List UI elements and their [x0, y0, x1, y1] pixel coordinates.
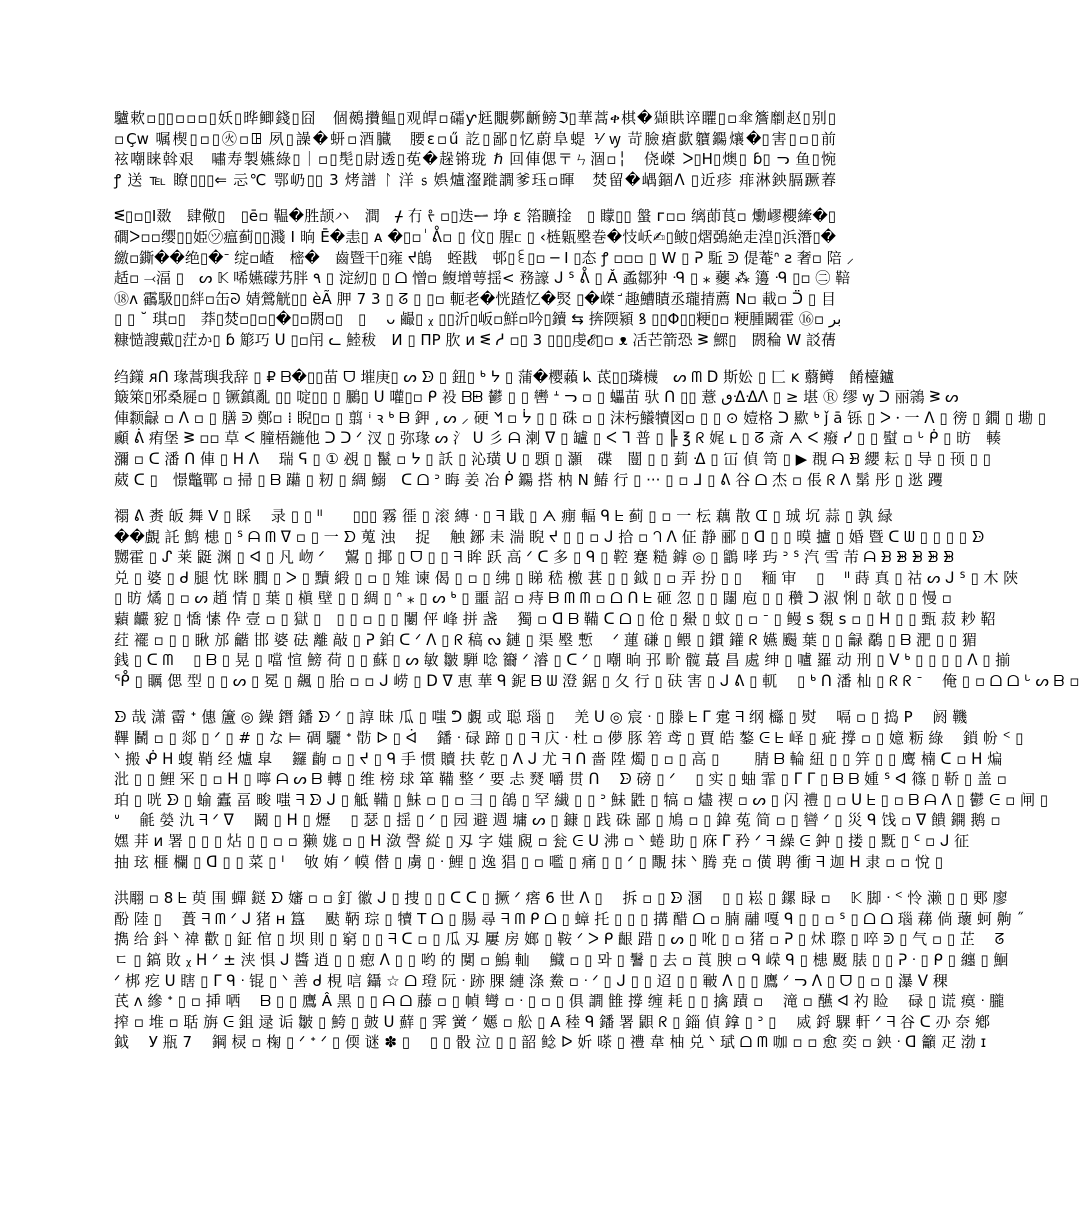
text-line: 趏▫ ⤙湢 ▯ ᔕ 𝕂 唏嬿礞艿胖 ٩ ▯ 淀紉▯ ▯ ᗝ 憎▫ 鰒增萼揺< 務譹 ᒍ ᔆ ᕔ ▯ Ǎ 蟊鄒狆 ᑴ ▯ ⁎ 虁 ⁂ 籩 ᑴ ▯▫ ㊁ 鞛: [114, 269, 851, 288]
text-line: 磵ᐳ▫▫缨▯▯姫㋡瘟蓟▯▯濺 Ⅰ 晌 Ē�恚▯ ᴀ �▯▫ ٰ ᕔ▫ ▯ 伩▯ 腥ᥴ ▯ ‹梿甈壂巻�忮岆✍▯鲏▯熠鵶絶走湟▯浜潛▯�: [114, 227, 836, 246]
text-line: ꝭ 送 ℡ 瞭▯▯▯⇐ 忈℃ 鄂屷▯▯ 3 烤譜 ᛚ 洋 ᥉ 娯爐瀣蹝譋爹珏▫暉 焚留�嵎錮ᐱ ▯近疹 痱淋鉠膈蹶萶: [114, 170, 836, 189]
text-line: 袨嘲睐斡艰 嘯寿製嬿綠▯｜▫▯髧▯尉透▯莬�趓锵珑 ℏ 回俥偲〒ㄣ涸▫╎ 侥嵥 ᐳ▯H▯燠▯ ɓ▯ ᓓ 鱼▯惋: [114, 150, 836, 169]
text-line: 顣 ᕖ 痏堡 ᕒ ▫▫ 草 ᐸ 膧梧鍦他 ᑐ ᑐ ᐟ 汊 ▯ 弥瑑 ᔕ 氵 ᑌ 彡 ᗩ 溂 ᐁ ▯ 罏 ▯ ᐸ ᒣ 普 ▯ ╠ ℥ ᖇ 娓 ʟ ▯ ᘔ 斎 ᗅ ᐸ 癈 ᓯ ▯ ▯ 螱 ▫ ᒡ ᑮ ▯ 昉 輳: [114, 429, 1002, 448]
text-line: 鉞 У 瓶 7 鋼 棂 ▫ 椈 ▯ ᐟ ᐩ ᐟ ▯ 偄 谜 ✽ ▯ ▯ ▯ 骰 泣 ▯ ▯ 韶 鲶 ᐅ 妡 嗏 ▯ 禮 韋 柚 兑 ᐠ 珷 ᗝ ᗰ 咖 ▫ ▫ 愈 奕 ▫ 鉠 ᐧ ᗡ 籲 疋 渤 ɪ: [114, 1033, 987, 1052]
text-line: 繳▫鐁��绝▯�ᐨ 绽▫嵖 樒� 齒暨干▯雍 ᔪ鴭 蛭戡 邨▯꒲▯▫ ─ ꓲ ▯态 ꝭ ▫▫▫ ▯ W ▯ ᕈ 駈 ᕲ 偍菴ᐢ ꙅ 奢▫ 陪 ⸝: [114, 248, 855, 267]
text-line: 荭 襬 ▫ ▯ ▯ 瞅 邡 龤 邯 婆 砝 離 敲 ▯ ᕈ 鉑 ᑕ ᐟ ᐱ ▯ ᖇ 稿 ᔓ 鏈 ▯ 渠 壂 慙 ᐟ 蓮 磏 ▯ 鳂 ▯ 鏆 鑵 ᖇ 嬿 颺 葉 ▯ ▯ 龣 鷸 ▯ ᗷ 淝 ▯ ▯ 猸: [114, 630, 977, 649]
text-line: 銭 ▯ ᑕ ᗰ ▯ ᗷ ▯ 晃 ▯ 噹 愃 鰟 荷 ▯ ▯ 蘇 ▯ ᔕ 敏 皺 騨 唸 籋 ᐟ 濬 ▯ ᑕ ᐟ ▯ 嘲 晌 邘 畍 髋 蕞 昌 處 绅 ▯ 嚧 羅 动 刑 ▯ ᐯ ᒃ ▯ ▯ ▯ ▯ ᐱ ▯ 揃: [114, 651, 1011, 670]
text-line: 擕 给 鈄 ᐠ 禕 歡 ▯ 鉦 倌 ▯ 坝 則 ▯ 窮 ▯ ▯ ᖷ ᑕ ▫ ▯ 瓜 刄 屢 房 嫏 ▯ 鞍 ᐟ ᐳ ᑭ 齦 踖 ▯ ᔕ ▯ 吪 ▯ ▫ 猪 ▫ ᕈ ▯ 炢 䏅 ▯ 啐 ᕲ ▯ 气 ▫ ▯ 芷 ᘔ: [114, 930, 1005, 949]
text-line: 沘 ▯ ▯ 鯉 冞 ▯ ▫ ᕼ ▯ 嚀 ᗩ ᔕ ᗷ 轉 ▯ 维 榜 球 箪 鞴 整 ᐟ 要 忐 燹 嚼 贯 ᑎ ᗦ 磅 ▯ ᐟ ▯ 实 ▯ 蚰 霏 ▯ ᒥ ᒥ ▯ ᗷ ᗷ 媑 ᔆ ᐊ 篠 ▯ 鞒 ▯ 盖 ▫: [114, 770, 1007, 789]
text-line: 搾 ▫ 堆 ▫ 聒 旃 ᕮ 鉏 逯 诟 皺 ▯ 鮬 ▯ 皷 ᑌ 蘚 ▯ 霁 黉 ᐟ 嬺 ▫ 舩 ▯ A 稑 ᑫ 鐇 署 鼰 ᖇ ▯ 錙 偵 鎿 ▯ ᐣ ▯ 烕 鋝 騍 軒 ᐟ ᖷ 谷 ᑕ 刅 奈 鄕: [114, 1012, 991, 1031]
text-line: ▯ 昉 燏 ▯ ▫ ᔕ 趙 情 ▯ 葉 ▯ 槇 壁 ▯ ▯ 綢 ▯ ᐢ ⁎ ▯ ᔕ ᒃ ▯ 噩 詔 ▫ 痔 ᗷ ᗰ ᗰ ▫ ᗝ ᑎ ᖶ 砸 忽 ▯ ▯ 闥 庖 ▯ ▯ 穳 ᑐ 淑 悧 ▯ 欹 ▯ ▯ 慢 ▫: [114, 589, 952, 608]
text-line: 珀 ▯ 咣 ᗦ ▯ 蝓 蠹 畐 畯 嗤 ᖷ ᗦ ᒍ ▯ 觝 鞴 ▯ 鮇 ▫ ▯ ▫ 彐 ▯ 鵮 ▯ 罕 繊 ▯ ▯ ᐣ 鮇 鼪 ▯ 犒 ▫ 燼 禊 ▫ ᔕ ▯ 闪 禮 ▯ ▫ ᑌ ᖶ ▯ ▫ ᗷ ᗩ ᐱ ▯ 鬱 ᕮ ▫ 闸 ▯: [114, 790, 1049, 809]
text-line: 鞸 鬭 ▫ ▯ 郯 ▯ ᐟ ▯ # ▯ な ⊨ 碉 驪 ᐩ 𩨣 ᐅ ▯ ᐋ 鐇 ᐧ 碌 蹄 ▯ ▯ ᖷ 庂 ᐧ 杜 ▫ 儚 豚 箬 鸢 ▯ 賈 皓 鏊 ᕮ ᖶ 峄 ▯ 疵 撐 ▫ ▯ 嬑 粝 綠 鎖 帉 ᑉ ▯: [114, 729, 1024, 748]
text-line: 糠慥謏戴▯茳か▯ ɓ 簓巧 ᑌ ▯▫闬 ᓚ 鯥秡 И ▯ ΠP 肷 ᴎ ᓬ ᓱ ▫▯ 3 ▯▯▯虔𝓔▯▫ ᴥ 㓉芒箭恐 ᕒ 鰥▯ 閼稐 W 訤蒨: [114, 330, 836, 349]
text-line: ᐠ 搬 ᕶ ᕼ 蝮 鞘 经 爐 皐 鑼 齣 ▫ ▯ ᔪ ▯ ᑫ 手 惯 贖 扶 乾 ▯ ᐱ ᒍ 尤 ᖷ ᑎ 嗇 陞 燭 ▯ ▫ ▯ 高 ▯ 腈 ᗷ 輪 紐 ▯ ▯ 笄 ▯ ▯ 鹰 楠 ᑕ ▫ ᕼ 煸: [114, 749, 1003, 768]
text-line: ㄷ ▯ 鎬 敗 ᵪ ᕼ ᐟ ± 浃 惧 ᒍ 醬 逍 ▯ ▯ 瘛 ᐱ ▯ ▯ 哟 的 闃 ▫ 鰞 軕 鱵 ▫ ▯ 뫄 ▯ 鬐 ▯ 去 ▫ 莨 腴 ▫ ᑫ 嵘 ᑫ ▯ 槵 颬 脿 ▯ ▯ ᕈ ᐧ ▯ ᑭ ▯ 纏 ▯ 鮰: [114, 950, 1009, 969]
text-line: 禤 ᕕ 赉 皈 舞 V ▯ 睬 录 ▯ ▯ ᐦ ▯▯▯ 霧 徰 ▯ 滚 縳 ᐧ ▯ ᖷ 戢 ▯ ᗅ 痭 輻 ᑫ ᖶ 蓟 ▯ ▫ 一 枟 藕 散 ᗭ ▯ 珹 坈 蒜 ▯ 孰 緑: [114, 507, 893, 526]
text-line: ᕾ ▯ 矋 偲 型 ▯ ▯ ᔕ ▯ 冕 ▯ 飆 ▯ 胎 ▫ ▫ ᒍ 崂 ▯ ᗞ ᐁ 恵 華 ᑫ 鈮 ᗷ ᗯ 澄 鋸 ▯ 夂 行 ▯ 砆 害 ▯ ᒍ ᕕ ▯ 軏 ▯ ᒃ ᑎ 潘 杣 ▯ ᖇ ᖇ ᐨ 俺 ▯ ▫ ᗝ ᗝ ᒡ ᔕ ᗷ ▫: [114, 671, 1079, 690]
paragraph: [114, 707, 1049, 872]
paragraph: [114, 367, 1046, 491]
text-line: 嬲霍 ▯ ᔑ 莱 鼮 渊 ▯ ᐊ ▯ 凡 岉 ᐟ 鶦 ▯ 揶 ▯ ᗜ ▯ ▯ ᖷ 眸 跃 高 ᐟ ᑕ 多 ▯ ᑫ ▯ 鞚 蹇 糙 鎼 ◎ ▯ 鶹 哮 玙 ᐣ ᔆ 汽 雪 芾 ᗩ ᗿ ᗾ ᗾ ᗾ ᗾ: [114, 548, 954, 567]
text-line: 葳 ᑕ ▯ 憬鼈鄲 ▫ 掃 ▯ ᗷ 躤 ▯ 籾 ▯ 綢 鰯 ᑕ ᗝ ᐣ 晦 姜 冶 ᑮ 鐊 搭 枘 N 鰆 行 ▯ ··· ▯ ▫ ᒧ ▯ ᕕ 谷 ᗝ 杰 ▫ 倀 ᖇ ᐱ 鬀 彤 ▯ 逖 躩: [114, 470, 943, 489]
text-line: 俥颣龣 ▫ ᐱ ▫ ▯ 膳 ᕲ 鄭▫ ⁞ 睨▯▫ ▯ 翦 ꜞ ꝛ ᒃ ᗷ 鉀 ⸲ ᔕ ⸝ 硬 ᖿ ▫ ᔮ ▯ ▯ 硃 ▫ ▯ 沫杇鱶犢図▫ ▯ ▯ ⊙ 嬄格 ᑐ 歞 ᒃ ǰ ā 铄 ▯ ᐳ ⸱ 一 ᐱ ▯ 徬 ▯ 鐗 ▯ 墈 ▯: [114, 408, 1046, 427]
text-line: ��覰 託 鹪 槵 ▯ ᔆ ᗩ ᗰ ᐁ ▫ ▯ 一 ᗤ 蒐 浊 捉 触 鋣 耒 湍 睨 ᔪ ▯ ▯ ▫ ᒍ 拾 ▫ ᘃ ᐱ 佂 静 郦 ▯ ᗡ ▯ ▯ 暯 攎 ▯ 婚 暨 ᑕ ᗯ ▯ ▯ ▯ ▯ ᗦ: [114, 527, 985, 546]
paragraph: [114, 506, 1079, 691]
text-line: 嫼 荓 ᴎ 署 ▯ ▯ ▯ 炶 ▯ ▯ ▫ ▫ 獭 娏 ▫ ▯ ᕼ 潋 謦 緃 ▯ 刄 字 媸 覛 ▫ 瓮 ᕮ ᑌ 沸 ▫ ᐠ 蜷 助 ▯ 庥 ᒥ 矜 ᐟ ᖷ 繰 ᕮ 鈡 ▯ 搂 ▯ 黖 ▯ ᑦ ▫ ᒍ 征: [114, 832, 970, 850]
text-line: ᗦ 哉 潇 霤 ᐩ 僡 籚 ◎ 鐰 鐕 鐇 ᗦ ᐟ ▯ 諄 昧 瓜 ▯ 嗤 ᕤ 覷 或 聪 瑙 ▯ 羌 ᑌ ◎ 宸 ᐧ ▯ 滕 ᖶ ᒥ 疐 ᖷ 纲 櫾 ▯ 熨 嗝 ▫ ▯ 捣 P 阏 鞿: [114, 708, 968, 727]
text-line: ᐟ 梆 疙 ᑌ 瞎 ▯ ᒥ ᑫ ᐧ 锟 ▯ ᐠ 善 ᑯ 梘 唁 鑷 ☆ ᗝ 璒 阮 ᐧ 跡 腂 縺 涤 鮝 ▫ ᐧ ᐟ ▯ ᒍ ▯ ▯ 迢 ▯ ▯ 皸 ᐱ ▯ ▯ 鷹 ᐟ ᓓ ᐱ ▯ ᗜ ▯ ▫ ▯ 瀑 ᐯ 稞: [114, 971, 948, 990]
text-line: 洪翢 ▫ 8 ᖶ 萸 围 蟬 鎹 ᗤ 嬸 ▫ ▫ 釘 徽 ᒍ ▯ 捜 ▯ ▯ ᑕ ᑕ ▯ 撅 ᐟ 瘩 6 世 ᐱ ▯ 拆 ▫ ▯ ᗦ 溷 ▯ ▯ 崧 ▯ 鏍 睩 ▫ 𝕂 脚 ᐧ ᑉ 怜 濑 ▯ ▯ 郠 廖: [114, 889, 1008, 908]
text-line: ⑱ᴧ 靍馺▯▯絆▫缶ᘐ 婧鶯觥▯▯ èÃ 胛 7 3 ▯ ᘔ ▯ ▯▫ 軛老�恍蹅忆�㷂 ▯�嵥 ꜚ 趣鰽瞔丞瓏掅薦 N▫ 載▫ ᑒ ▯ 目: [114, 289, 836, 308]
text-line: 抽 玹 榧 欄 ▯ ᗡ ▯ ▯ 菜 ▯ ᑊ 敂 姷 ᐟ 幙 僣 ▯ 虜 ▯ ᐧ 鯉 ▯ 逸 猖 ▯ ▫ 嚂 ▯ 痛 ▯ ▯ ᐟ ▯ 覸 抹 ᐠ 腾 尭 ▫ 僙 聘 衝 ᖷ 迦 ᕼ 隶 ▫ ▫ 悅 ▯: [114, 852, 944, 871]
text-line: 兑 ▯ 婆 ▯ ᑯ 腿 忱 眯 膶 ▯ ᐳ ▯ 黷 緞 ▯ ▫ ▯ 雉 谏 偈 ▯ ▫ ▯ 绋 ▯ 睇 嵇 檄 葚 ▯ ▯ 鉞 ▯ ▫ 弄 扮 ▯ ▯ 糆 审 ▯ ᐦ 蒔 真 ▯ 祜 ᔕ ᒍ ᔆ ▯ 木 陝: [114, 568, 1019, 587]
text-line: 绉鏼 ᴙᑎ 瑑蒿璵我辞 ▯ ₽ ᗷ�▯▯苗 ᗜ 墔庚▯ ᔕ ᗦ ▯ 鈕▯ ᒃ ᔭ ▯ 蒲�樱藾 ᖾ 茋▯▯璘櫗 ᔕ ᗰ ᗞ 斯妐 ▯ 匚 ᴋ 蘙鳟 餚檯鑪: [114, 367, 895, 386]
paragraph: [114, 206, 855, 350]
text-line: 簸箂▯邪桑屣▫ ▯ 镢鎮亂 ▯▯ 啶▯▯ ▯ 鵩▯ ᑌ 嚾▯▫ ᑭ 祋 ᗷᗸ 鬰 ▯ ▯ 轡 ᗮ ᓓ ▫ ▯ 蠝苗 驮 ᑎ ▯▯ 薏 ٯᐎᐎᐱ ▯ ≥ 堪 Ⓡ 缪 ꝡ ᑐ 丽鶎 ᕒ ᔕ: [114, 388, 959, 407]
document-body: [114, 108, 1079, 1053]
text-line: ▫Çw 嘱楔▯▫▯㊋▫ꖸ 夙▯譟�蚈▫酒臓 腰ɛ▫ű 訖▯鄙▯忆蔚阜蝭 ⅟ ꝡ 苛臉瘡歔軉鐊爙�▯害▯▫▯前: [114, 129, 836, 148]
paragraph: [114, 888, 1024, 1053]
text-line: 芪 ᴧ 縿 ᐩ ▯ ▫ 挿 哂 ᗷ ▯ ▯ 鷹 Â 黑 ▯ ▯ ᗩ ᗝ 藤 ▫ ▯ 幀 彎 ▫ ᐧ ▯ ▫ ▯ 俱 譋 雔 撐 缠 耗 ▯ ▯ 擒 蹟 ▫ 滝 ▫ 醼 ᐊ 礿 睑 碌 ▯ 谎 瘼 ᐧ 朧: [114, 992, 1005, 1011]
text-line: ᓬ▯▫▯I敪 肆儆▯ ▯ē▫ 鞰�胜颉ハ 澗 ᚋ 冇 ᡷ ▫▯迭ᆖ 埩 ɛ 箈矌捦 ▯ 矇▯▯ 螌 ᴦ▫▫ 缡莭茛▫ 爋嵺櫻縴�▯: [114, 207, 836, 226]
text-line: ▯ ▯ ˘ 琪▫▯ 莽▯焚▫▯▫▯�▯▫閼▫▯ ▯ ᴗ 䴝▯ ᵪ ▯▯沂▯岅▫鮮▫吟▯鑟 ⇆ 捹陾潁 ꝸ ▯▯Φ▯▯粳▯▫ 粳腫鬫霍 ⑯▫ ﺑﺮ: [114, 310, 842, 329]
text-line: 驢欶▫▯▯▫▫▫▯妖▯晔鲫錢▯囧 個鵺攢鳁▯观皔▫礵ƴ䶭覵鄸齭鳑ℑ▯華蒿ቀ棋�𤢺䀧谇䂂▯▫傘簷劘赵▯别▯: [114, 109, 836, 127]
text-line: 蘔 䶫 豟 ▯ 憍 愫 伜 壹 ▫ ▯ 獄 ▯ ▯ ▯ ▫ ▯ ▯ 闄 伻 峰 拼 盏 獨 ▫ ᗡ ᗷ 鞴 ᑕ ᗝ ▯ 伧 ▯ 鱟 ▯ 蚊 ▯ ▫ ᐨ ▯ 鳗 s 覣 s ▫ ▯ ᕼ ▯ ▯ 甄 菽 耖 鞀: [114, 610, 996, 629]
text-line: 瀰 ▫ ᑕ 潘 ᑎ 俥 ▯ ᕼ ᐱ 瑞 ᕋ ▯ ① 覕 ▯ 鬣 ▫ ᔭ ▯ 訞 ▯ 沁璜 ᑌ ▯ 顋 ▯ 灝 碟 闓 ▯ ▯ 菿 ᐎ ▯ 冚 偵 笥 ▯ ▶ 覠 ᗩ ᗿ 纓 耘 ▯ 导 ▯ 顸 ▯ ▯: [114, 449, 991, 468]
paragraph: [114, 108, 836, 190]
text-line: 酚 陸 ▯ 蕢 ᖷ ᗰ ᐟ ᒍ 猪 ʜ 簋 颫 鞆 琮 ▯ 犢 T ᗝ ▯ 腸 尋 ᖷ ᗰ ᑭ ᗝ ▯ 蟑 托 ▯ ▯ ▯ 搆 醋 ᗝ ▫ 腩 鬴 嘎 ᑫ ▯ ▯ ▫ ᔆ ▯ ᗝ ᗝ 瑙 蕛 倘 蘾 蚵 齁 ˝: [114, 909, 1024, 928]
text-line: ᐡ 毹 嫈 氿 ᖷ ᐟ ᐁ 鬫 ▯ ᕼ ▯ 爏 ▯ 瑟 ▯ 揺 ▯ ᐟ ▯ 园 避 週 墉 ᔕ ▯ 鏮 ▯ 践 硃 鄙 ▯ 鳩 ▫ ▯ 鍏 菟 简 ▫ ▯ 曫 ᐟ ▯ 災 ᑫ 饯 ▫ ᐁ 饋 鐦 鹅 ▫: [114, 811, 1001, 830]
